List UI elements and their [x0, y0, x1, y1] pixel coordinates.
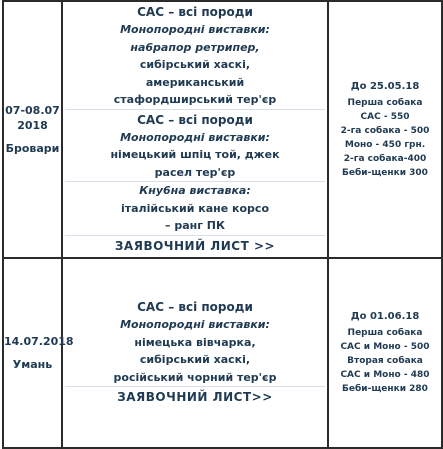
breed-line: сибірський хаскі, [139, 58, 251, 71]
price-line: 2-га собака - 500 [340, 125, 430, 136]
event-date-2: 14.07.2018 [4, 334, 74, 348]
breed-line: на6рапор ретрипер, [130, 40, 260, 54]
section-label: Монопородні виставки: [120, 23, 270, 36]
section-label: Кну6на виставка: [65, 181, 325, 200]
event-place-1: Бровари [5, 141, 60, 155]
breeds-list-1 [63, 2, 327, 257]
price-list-2 [329, 326, 441, 396]
breed-line: російський чорний тер'єр [113, 370, 277, 384]
show-schedule-table [2, 0, 443, 449]
price-line: 2-га собака-400 [343, 153, 427, 164]
date-cell-2 [3, 258, 74, 448]
entry-form-link[interactable]: ЗАЯВОЧНИЙ ЛИСТ>> [65, 386, 325, 408]
schedule-row-1 [3, 1, 442, 258]
show-heading: CAC – всі породи [137, 5, 253, 19]
price-line: CAC - 550 [360, 111, 410, 122]
price-list-1 [329, 96, 441, 180]
breeds-cell-2 [62, 258, 328, 448]
entry-form-link[interactable]: ЗАЯВОЧНИЙ ЛИСТ >> [65, 235, 325, 257]
price-line: Перша собака [347, 97, 423, 108]
event-date-1: 07-08.07 [5, 103, 60, 117]
schedule-row-2 [3, 258, 442, 448]
show-heading: CAC – всі породи [137, 300, 253, 314]
breed-line: расел тер'єр [154, 165, 236, 179]
price-line: Вторая собака [347, 356, 423, 366]
price-deadline-1: До 25.05.18 [350, 80, 420, 92]
price-deadline-2: До 01.06.18 [350, 311, 420, 322]
date-cell-1 [3, 1, 62, 258]
price-line: CAC и Моно - 500 [340, 342, 430, 352]
breed-line: німецький шпіц той, джек [110, 148, 280, 161]
price-line: Моно - 450 грн. [344, 139, 426, 150]
price-line: Беби-щенки 300 [342, 167, 428, 178]
event-year-1: 2018 [17, 118, 48, 132]
breed-line: – ранг ПК [164, 219, 225, 232]
breeds-cell-1 [62, 1, 328, 258]
price-cell-1 [328, 1, 442, 258]
price-cell-2 [328, 258, 442, 448]
breed-line: американський [145, 75, 245, 89]
show-heading: CAC – всі породи [65, 109, 325, 129]
breeds-list-2 [63, 297, 327, 408]
price-line: Беби-щенки 280 [342, 384, 428, 394]
breed-line: сибірський хаскі, [139, 353, 251, 366]
price-line: Перша собака [347, 328, 423, 338]
breed-line: німецька вівчарка, [134, 335, 256, 349]
event-place-2: Умань [12, 357, 53, 371]
section-label: Монопородні виставки: [120, 130, 270, 144]
price-line: CAC и Моно - 480 [340, 370, 430, 380]
breed-line: італійський кане корсо [120, 201, 270, 215]
breed-line: стафордширський тер'єр [113, 93, 277, 106]
section-label: Монопородні виставки: [120, 318, 270, 331]
